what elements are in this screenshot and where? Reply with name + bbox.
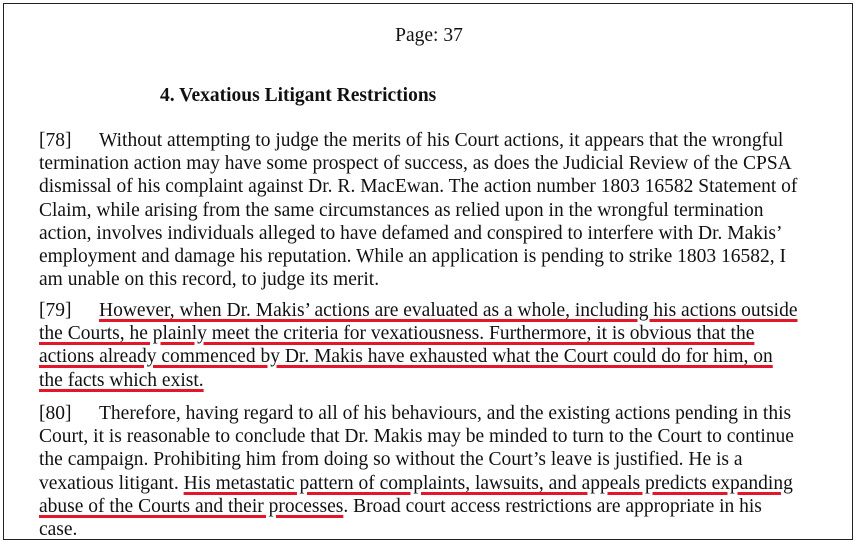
paragraph-line: Without attempting to judge the merits of his Court actions, it appears that the wrongful: [99, 130, 784, 151]
paragraph-number: [79]: [39, 300, 72, 321]
page-number: Page: 37: [395, 25, 463, 46]
paragraph-78: [39, 129, 829, 291]
underlined-text: abuse of the Courts and their processes: [39, 495, 344, 517]
paragraph-79: [39, 299, 829, 392]
paragraph-text: vexatious litigant.: [39, 472, 184, 494]
underlined-text: However, when Dr. Makis’ actions are evaluated as a whole, including his actions outside: [99, 300, 798, 321]
paragraph-line: case.: [39, 519, 78, 541]
paragraph-number: [78]: [39, 130, 72, 151]
paragraph-line: Therefore, having regard to all of his behaviours, and the existing actions pending in this: [99, 403, 792, 424]
paragraph-line: dismissal of his complaint against Dr. R. MacEwan. The action number 1803 16582 Statement of: [39, 176, 798, 198]
paragraph-line: am unable on this record, to judge its merit.: [39, 269, 380, 291]
underlined-text: the facts which exist.: [39, 369, 204, 391]
paragraph-80: [39, 402, 829, 541]
paragraph-line: the campaign. Prohibiting him from doing so without the Court’s leave is justified. He is a: [39, 449, 743, 471]
underlined-text: His metastatic pattern of complaints, lawsuits, and appeals predicts expanding: [183, 472, 793, 494]
paragraph-number: [80]: [39, 403, 72, 424]
underlined-text: the Courts, he plainly meet the criteria for vexatiousness. Furthermore, it is obvious that the: [39, 323, 755, 345]
paragraph-line: employment and damage his reputation. While an application is pending to strike 1803 16582, I: [39, 246, 786, 268]
paragraph-line: Claim, while arising from the same circumstances as relied upon in the wrongful termination: [39, 199, 764, 221]
section-heading: 4. Vexatious Litigant Restrictions: [160, 85, 437, 106]
paragraph-line: Court, it is reasonable to conclude that Dr. Makis may be minded to turn to the Court to continue: [39, 426, 794, 448]
paragraph-line: action, involves individuals alleged to have defamed and conspired to interfere with Dr. Makis’: [39, 222, 783, 244]
paragraph-line: termination action may have some prospect of success, as does the Judicial Review of the CPSA: [39, 153, 792, 175]
underlined-text: actions already commenced by Dr. Makis have exhausted what the Court could do for him, on: [39, 346, 773, 368]
paragraph-text: . Broad court access restrictions are appropriate in his: [343, 495, 762, 517]
